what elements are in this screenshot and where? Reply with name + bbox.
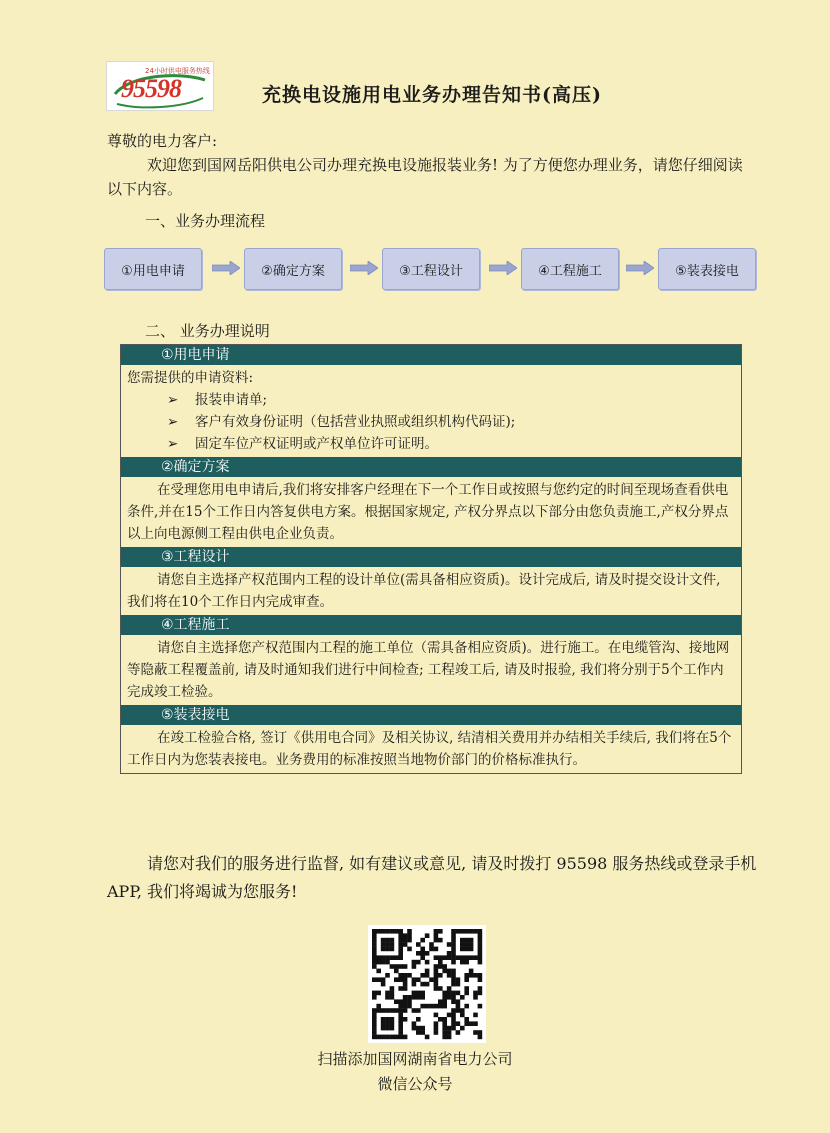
- arrow-right-icon: [489, 261, 517, 275]
- bullet-arrow-icon: ➢: [167, 392, 179, 408]
- intro-paragraph: 欢迎您到国网岳阳供电公司办理充换电设施报装业务! 为了方便您办理业务，请您仔细阅读以下内容。: [107, 156, 743, 198]
- section-heading-explanation: 二、 业务办理说明: [145, 322, 270, 340]
- panel-header-plan: ②确定方案: [121, 457, 741, 477]
- panel-header-design: ③工程设计: [121, 547, 741, 567]
- flow-step-plan: ②确定方案: [244, 248, 342, 290]
- process-flow: [104, 248, 756, 290]
- qr-code-icon: [368, 925, 486, 1043]
- list-item: ➢ 固定车位产权证明或产权单位许可证明。: [127, 433, 735, 455]
- logo-tagline: 24小时供电服务热线: [145, 67, 210, 75]
- arrow-right-icon: [626, 261, 654, 275]
- list-item: ➢ 报装申请单;: [127, 389, 735, 411]
- panel-body-plan: 在受理您用电申请后,我们将安排客户经理在下一个工作日或按照与您约定的时间至现场查看供电条件,并在15个工作日内答复供电方案。根据国家规定, 产权分界点以下部分由您负责施工,产权分界点以上向电源侧工程由供电企业负责。: [127, 482, 729, 542]
- panel-body-design: 请您自主选择产权范围内工程的设计单位(需具备相应资质)。设计完成后, 请及时提交设计文件, 我们将在10个工作日内完成审查。: [127, 572, 721, 610]
- section-heading-process: 一、业务办理流程: [145, 212, 266, 230]
- panel-lead: 您需提供的申请资料:: [127, 370, 254, 386]
- qr-caption-line1: 扫描添加国网湖南省电力公司: [317, 1050, 513, 1068]
- panel-body-apply: [121, 365, 741, 457]
- panel-header-connect: ⑤装表接电: [121, 705, 741, 725]
- page-title: 充换电设施用电业务办理告知书(高压): [262, 84, 602, 106]
- logo-number: 95598: [121, 74, 181, 103]
- 95598-logo: [106, 61, 214, 111]
- explanation-table: [120, 344, 742, 774]
- qr-code-image[interactable]: [368, 925, 486, 1043]
- closing-paragraph: 请您对我们的服务进行监督, 如有建议或意见, 请及时拨打 95598 服务热线或登录手机 APP, 我们将竭诚为您服务!: [107, 854, 757, 901]
- panel-header-apply: ①用电申请: [121, 345, 741, 365]
- qr-caption-line2: 微信公众号: [377, 1075, 453, 1093]
- arrow-right-icon: [212, 261, 240, 275]
- greeting: 尊敬的电力客户:: [107, 132, 218, 150]
- list-item: ➢ 客户有效身份证明（包括营业执照或组织机构代码证);: [127, 411, 735, 433]
- panel-body-construction: 请您自主选择您产权范围内工程的施工单位（需具备相应资质)。进行施工。在电缆管沟、接地网等隐蔽工程覆盖前, 请及时通知我们进行中间检查; 工程竣工后, 请及时报验, 我们将分别于5个工作内完成竣工检验。: [127, 640, 730, 700]
- bullet-arrow-icon: ➢: [167, 436, 179, 452]
- panel-header-construction: ④工程施工: [121, 615, 741, 635]
- flow-step-construction: ④工程施工: [521, 248, 619, 290]
- flow-step-design: ③工程设计: [382, 248, 480, 290]
- flow-step-apply: ①用电申请: [104, 248, 202, 290]
- arrow-right-icon: [350, 261, 378, 275]
- bullet-arrow-icon: ➢: [167, 414, 179, 430]
- flow-step-connect: ⑤装表接电: [658, 248, 756, 290]
- panel-body-connect: 在竣工检验合格, 签订《供用电合同》及相关协议, 结清相关费用并办结相关手续后, 我们将在5个工作日内为您装表接电。业务费用的标准按照当地物价部门的价格标准执行。: [127, 730, 732, 768]
